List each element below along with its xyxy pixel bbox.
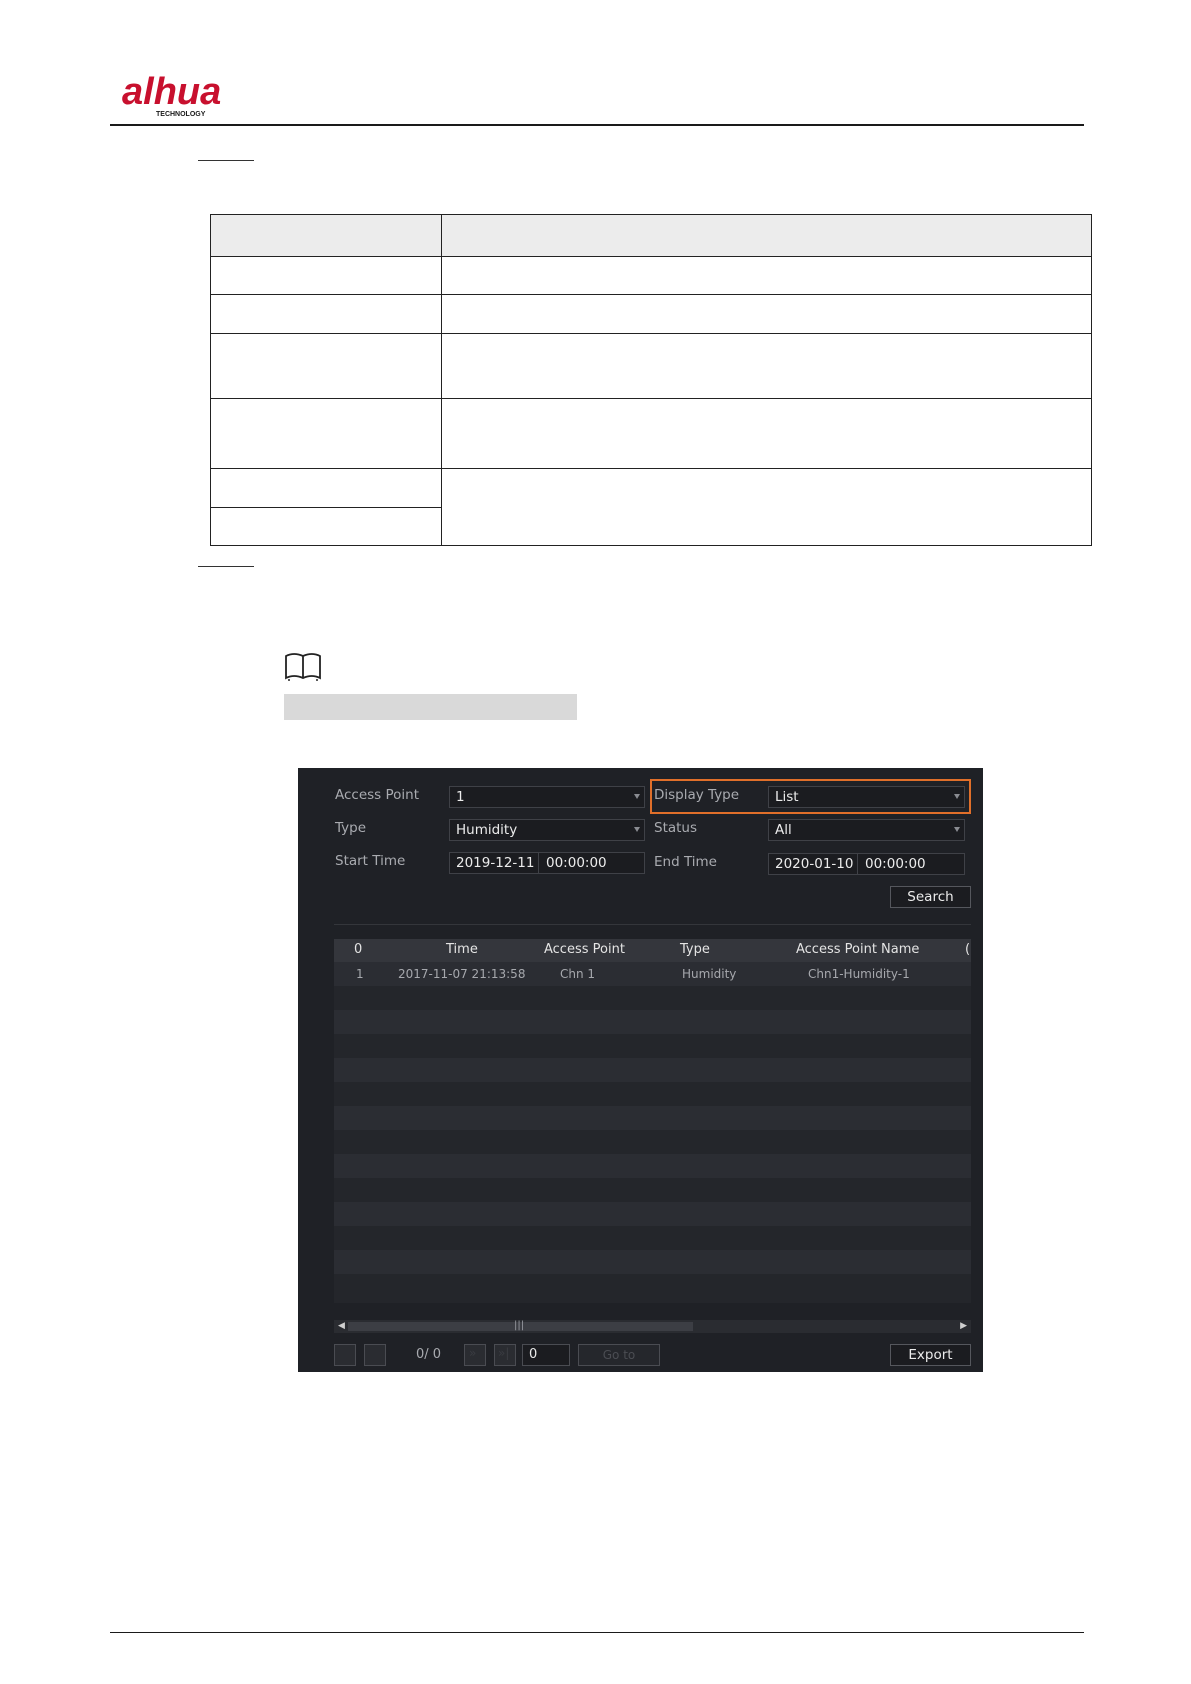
access-point-value: 1 — [456, 789, 465, 805]
export-button[interactable]: Export — [890, 1344, 971, 1366]
scrollbar-thumb[interactable] — [348, 1322, 693, 1331]
last-page-button[interactable] — [494, 1344, 516, 1366]
cell-access-point: Chn 1 — [560, 967, 596, 981]
dahua-logo — [122, 70, 254, 118]
access-point-dropdown[interactable] — [449, 786, 645, 808]
cell-type: Humidity — [682, 967, 737, 981]
table-row-empty — [334, 986, 971, 1010]
start-clock-value: 00:00:00 — [546, 855, 607, 871]
end-time-input[interactable] — [768, 853, 965, 875]
scroll-left-icon[interactable]: ◀ — [338, 1321, 345, 1331]
field-separator — [857, 854, 858, 874]
chevron-down-icon — [954, 794, 960, 799]
start-date-value: 2019-12-11 — [456, 855, 535, 871]
note-text-bar — [284, 694, 577, 720]
table-row-empty — [334, 1010, 971, 1034]
column-header-access-point[interactable]: Access Point — [544, 942, 625, 957]
table-row-divider — [211, 333, 1091, 334]
table-row-divider — [211, 294, 1091, 295]
search-ui-screenshot — [298, 768, 983, 1372]
field-separator — [538, 853, 539, 873]
cell-time: 2017-11-07 21:13:58 — [398, 967, 526, 981]
table-row-divider — [211, 256, 1091, 257]
table-row-empty — [334, 1058, 971, 1082]
results-table-header — [334, 939, 971, 962]
scrollbar-grip: ||| — [514, 1320, 525, 1331]
status-dropdown[interactable] — [768, 819, 965, 841]
chevron-down-icon — [634, 794, 640, 799]
type-label: Type — [335, 820, 367, 836]
goto-button[interactable]: Go to — [578, 1344, 660, 1366]
table-row-empty — [334, 1106, 971, 1130]
table-row-empty — [334, 1202, 971, 1226]
search-button[interactable]: Search — [890, 886, 971, 908]
display-type-value: List — [775, 789, 799, 805]
table-row-empty — [334, 1082, 971, 1106]
table-row-empty — [334, 1274, 971, 1298]
table-row[interactable] — [334, 962, 971, 986]
type-dropdown[interactable] — [449, 819, 645, 841]
last-icon: »| — [498, 1346, 510, 1360]
table-row-empty — [334, 1226, 971, 1250]
book-icon — [284, 652, 322, 682]
header-rule — [110, 124, 1084, 126]
footer-rule — [110, 1632, 1084, 1633]
horizontal-scrollbar[interactable] — [334, 1320, 971, 1333]
display-type-dropdown[interactable] — [768, 786, 965, 808]
column-header-truncated[interactable]: ( — [965, 942, 971, 957]
end-date-value: 2020-01-10 — [775, 856, 854, 872]
start-time-label: Start Time — [335, 853, 406, 869]
cell-index: 1 — [356, 967, 364, 981]
page-indicator: 0/ 0 — [416, 1347, 442, 1362]
status-value: All — [775, 822, 792, 838]
chevron-down-icon — [954, 827, 960, 832]
table-row-divider — [211, 507, 441, 508]
end-time-label: End Time — [654, 854, 717, 870]
logo-subtitle: TECHNOLOGY — [156, 111, 206, 118]
column-header-type[interactable]: Type — [680, 942, 710, 957]
table-column-divider — [441, 215, 442, 545]
table-header-row — [211, 215, 1091, 256]
table-row-divider — [211, 468, 1091, 469]
table-row-empty — [334, 1034, 971, 1058]
column-header-index[interactable]: 0 — [354, 942, 363, 957]
cell-access-point-name: Chn1-Humidity-1 — [808, 967, 910, 981]
type-value: Humidity — [456, 822, 518, 838]
start-time-input[interactable] — [449, 852, 645, 874]
chevron-down-icon — [634, 827, 640, 832]
goto-page-input[interactable]: 0 — [522, 1344, 570, 1366]
display-type-label: Display Type — [654, 787, 740, 803]
next-icon: » — [469, 1346, 477, 1360]
table-row-empty — [334, 1130, 971, 1154]
table-row-divider — [211, 398, 1091, 399]
table-row-empty — [334, 1154, 971, 1178]
parameter-table — [210, 214, 1092, 546]
logo-wordmark: alhua — [122, 71, 222, 113]
next-page-button[interactable] — [464, 1344, 486, 1366]
form-divider — [334, 924, 971, 925]
step-marker-rule — [198, 566, 254, 567]
results-table — [334, 939, 971, 1303]
scroll-right-icon[interactable]: ▶ — [960, 1321, 967, 1331]
column-header-time[interactable]: Time — [446, 942, 478, 957]
previous-page-button[interactable] — [364, 1344, 386, 1366]
status-label: Status — [654, 820, 698, 836]
access-point-label: Access Point — [335, 787, 420, 803]
column-header-access-point-name[interactable]: Access Point Name — [796, 942, 920, 957]
table-row-empty — [334, 1178, 971, 1202]
table-row-empty — [334, 1250, 971, 1274]
end-clock-value: 00:00:00 — [865, 856, 926, 872]
first-page-button[interactable] — [334, 1344, 356, 1366]
step-marker-rule — [198, 160, 254, 161]
